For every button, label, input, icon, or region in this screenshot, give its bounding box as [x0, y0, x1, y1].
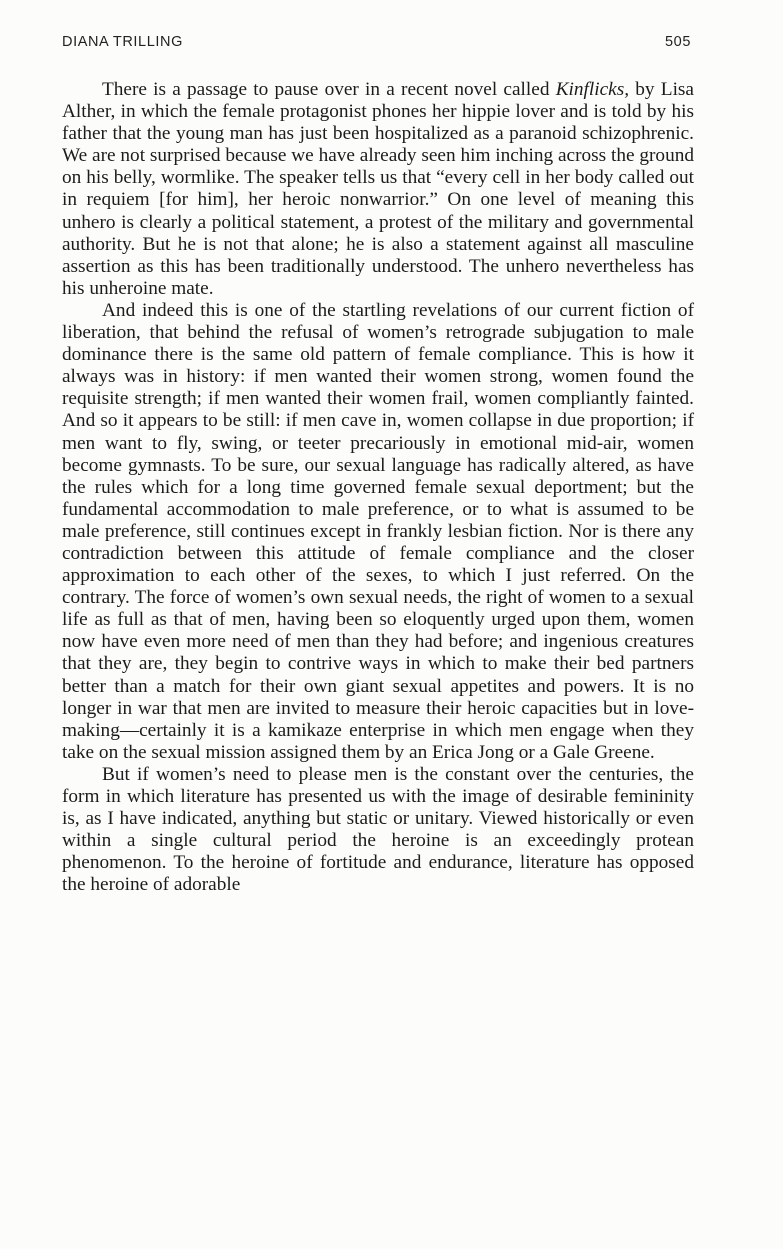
paragraph-3: But if women’s need to please men is the constant over the centuries, the form in which literature has presented us with the image of desirable femininity is, as I have indicated, anything but static or unitary. Viewed historically or even within a single cultural period the heroine is an exceedingly protean phenomenon. To the heroine of fortitude and endurance, literature has opposed the heroine of adorable [62, 763, 694, 896]
page-number: 505 [665, 34, 691, 50]
novel-title: Kinflicks, [555, 79, 630, 100]
paragraph-2: And indeed this is one of the startling revelations of our current fiction of liberation, that behind the refusal of women’s retrograde subjugation to male dominance there is the same old pattern of female compliance. This is how it always was in history: if men wanted their women strong, women found the requisite strength; if men wanted their women frail, women compliantly fainted. And so it appears to be still: if men cave in, women collapse in due proportion; if men want to fly, swing, or teeter precariously in emotional mid-air, women become gymnasts. To be sure, our sexual language has radically altered, as have the rules which for a long time governed female sexual deportment; but the fundamental accommodation to male preference, or to what is assumed to be male preference, still continues except in frankly lesbian fiction. Nor is there any contradiction between this attitude of female compliance and the closer approximation to each other of the sexes, to which I just referred. On the contrary. The force of women’s own sexual needs, the right of women to a sexual life as full as that of men, having been so eloquently urged upon them, women now have even more need of men than they had before; and ingenious creatures that they are, they begin to contrive ways in which to make their bed partners better than a match for their own giant sexual appetites and powers. It is no longer in war that men are invited to measure their heroic capacities but in love-making—certainly it is a kamikaze enterprise in which men engage when they take on the sexual mission assigned them by an Erica Jong or a Gale Greene. [62, 299, 694, 763]
running-head-author: DIANA TRILLING [62, 34, 183, 50]
body-text [62, 79, 694, 896]
paragraph-1 [62, 79, 694, 300]
paragraph-1-rest: by Lisa Alther, in which the female protagonist phones her hippie lover and is told by his father that the young man has just been hospitalized as a paranoid schizophrenic. We are not surprised because we have already seen him inching across the ground on his belly, wormlike. The speaker tells us that “every cell in her body called out in requiem [for him], her heroic nonwarrior.” On one level of meaning this unhero is clearly a political statement, a protest of the military and governmental authority. But he is not that alone; he is also a statement against all masculine assertion as this has been traditionally understood. The unhero nevertheless has his unheroine mate. [62, 79, 694, 299]
running-head [62, 34, 691, 50]
paragraph-1-lead: There is a passage to pause over in a recent novel called [102, 79, 556, 100]
